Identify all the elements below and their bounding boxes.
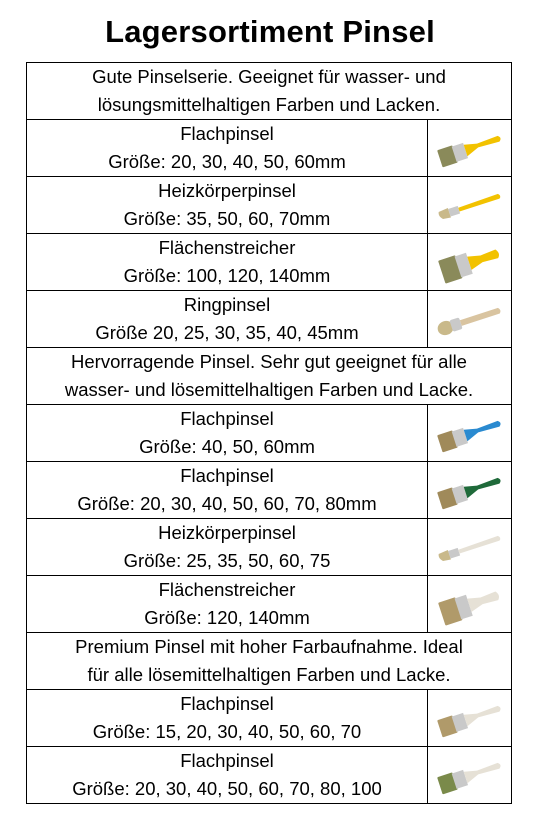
product-size: Größe: 20, 30, 40, 50, 60mm xyxy=(108,151,346,172)
product-size: Größe: 20, 30, 40, 50, 60, 70, 80, 100 xyxy=(72,778,382,799)
product-image-cell xyxy=(428,690,512,747)
section-description: Gute Pinselserie. Geeignet für wasser- und lösungsmittelhaltigen Farben und Lacken. xyxy=(27,63,512,120)
product-image-cell xyxy=(428,120,512,177)
product-image-cell xyxy=(428,462,512,519)
table-row xyxy=(27,234,512,291)
wide-brush-white-icon xyxy=(432,579,508,629)
flat-brush-cream-green-icon xyxy=(432,750,508,800)
product-table xyxy=(26,62,512,804)
product-image-cell xyxy=(428,405,512,462)
product-image-cell xyxy=(428,576,512,633)
section-header-row xyxy=(27,63,512,120)
product-cell xyxy=(27,177,428,234)
product-name: Flächenstreicher xyxy=(158,579,296,600)
section-header-row xyxy=(27,348,512,405)
product-name: Flachpinsel xyxy=(180,123,274,144)
product-size: Größe: 35, 50, 60, 70mm xyxy=(123,208,331,229)
product-size: Größe: 15, 20, 30, 40, 50, 60, 70 xyxy=(92,721,362,742)
radiator-brush-yellow-icon xyxy=(432,180,508,230)
section-description: Premium Pinsel mit hoher Farbaufnahme. Ideal für alle lösemittelhaltigen Farben und Lacke. xyxy=(27,633,512,690)
product-name: Heizkörperpinsel xyxy=(158,180,296,201)
product-cell xyxy=(27,234,428,291)
product-cell xyxy=(27,519,428,576)
table-row xyxy=(27,462,512,519)
flat-brush-green-icon xyxy=(432,465,508,515)
product-size: Größe: 40, 50, 60mm xyxy=(139,436,315,457)
product-name: Heizkörperpinsel xyxy=(158,522,296,543)
product-size: Größe: 20, 30, 40, 50, 60, 70, 80mm xyxy=(77,493,377,514)
product-name: Flachpinsel xyxy=(180,693,274,714)
product-name: Flachpinsel xyxy=(180,750,274,771)
product-image-cell xyxy=(428,519,512,576)
round-brush-icon xyxy=(432,294,508,344)
product-name: Flächenstreicher xyxy=(158,237,296,258)
page-title: Lagersortiment Pinsel xyxy=(105,14,435,49)
flat-brush-yellow-icon xyxy=(432,123,508,173)
product-cell xyxy=(27,120,428,177)
table-row xyxy=(27,405,512,462)
flat-brush-cream-icon xyxy=(432,693,508,743)
section-description: Hervorragende Pinsel. Sehr gut geeignet für alle wasser- und lösemittelhaltigen Farben und Lacke. xyxy=(27,348,512,405)
product-name: Ringpinsel xyxy=(183,294,271,315)
product-size: Größe 20, 25, 30, 35, 40, 45mm xyxy=(95,322,359,343)
product-cell xyxy=(27,405,428,462)
product-cell xyxy=(27,576,428,633)
product-size: Größe: 100, 120, 140mm xyxy=(123,265,331,286)
product-size: Größe: 25, 35, 50, 60, 75 xyxy=(123,550,331,571)
product-image-cell xyxy=(428,234,512,291)
product-cell xyxy=(27,291,428,348)
product-name: Flachpinsel xyxy=(180,465,274,486)
product-cell xyxy=(27,690,428,747)
table-row xyxy=(27,291,512,348)
flat-brush-blue-icon xyxy=(432,408,508,458)
product-image-cell xyxy=(428,177,512,234)
product-name: Flachpinsel xyxy=(180,408,274,429)
table-row xyxy=(27,519,512,576)
radiator-brush-white-icon xyxy=(432,522,508,572)
table-row xyxy=(27,120,512,177)
product-size: Größe: 120, 140mm xyxy=(144,607,310,628)
table-row xyxy=(27,690,512,747)
section-header-row xyxy=(27,633,512,690)
table-row xyxy=(27,747,512,804)
table-row xyxy=(27,576,512,633)
table-row xyxy=(27,177,512,234)
wide-brush-yellow-icon xyxy=(432,237,508,287)
product-image-cell xyxy=(428,291,512,348)
product-cell xyxy=(27,462,428,519)
product-image-cell xyxy=(428,747,512,804)
product-cell xyxy=(27,747,428,804)
